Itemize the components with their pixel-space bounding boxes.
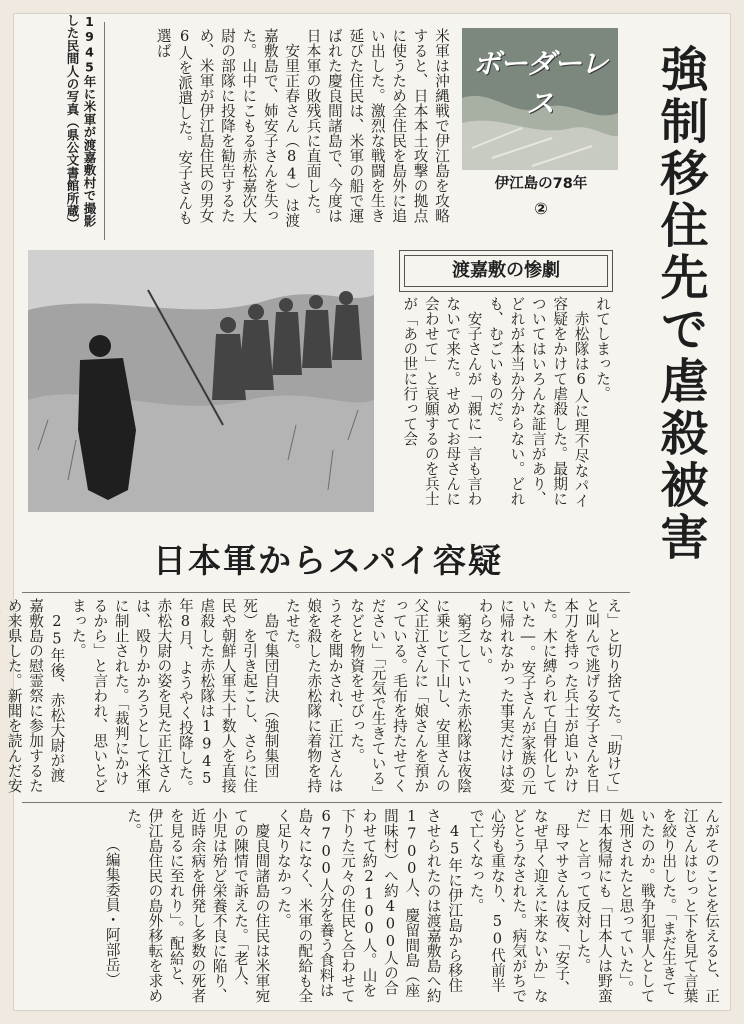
article-body-bottom-upper [5,598,624,796]
article-body-top [114,28,452,236]
paragraph: 安里正春さん（84）は渡嘉敷島で、姉安子さんを失った。山中にこもる赤松嘉次大尉の部隊に投降を勧告するため、米軍が伊江島住民の男女6人を派遣した。安子さんも選ば [154,28,301,228]
divider [22,802,722,803]
paragraph: うそを聞かされ、正江さんは娘を殺した赤松隊に着物を持たせた。 [283,598,344,793]
series-logo [462,28,618,170]
article-body-middle [379,296,613,518]
divider [22,592,630,593]
subhead-box-text: 渡嘉敷の惨劇 [404,255,608,287]
historical-photo [28,250,374,512]
photo-image [28,250,374,512]
series-number: ② [534,199,548,218]
paragraph: 赤松隊は6人に理不尽なパイ容疑をかけて虐殺した。最期についてはいろんな証言があり、どれが本当か分からない。どれも、むごいものだ。 [486,296,590,508]
divider [104,22,105,240]
paragraph: 島で集団自決（強制集団死）を引き起こし、さらに住民や朝鮮人軍夫十数人を直接虐殺した赤松隊は1945年8月、ようやく投降した。赤松大尉の姿を見た正江さんは、殴りかかろうとして米軍に制止された。「裁判にかけるから」と言われ、思いとどまった。 [69,598,280,796]
paragraph: 25年後、赤松大尉が渡嘉敷島の慰霊祭に参加するため来県した。新聞を読んだ安 [5,598,66,793]
subhead-box [399,250,613,292]
paragraph: 米軍は沖縄戦で伊江島を攻略すると、日本本土攻撃の拠点に使うため全住民を島外に追い出した。激烈な戦闘を生き延びた住民は、米軍の船で運ばれた慶良間諸島で、今度は日本軍の敗残兵に直面した。 [304,28,450,223]
photo-caption-block [28,14,104,244]
paragraph: 窮乏していた赤松隊は夜陰に乗じて下山し、安里さんの父正江さんに「娘さんを預かっている。毛布を持たせてください」「元気で生きている」などと物資をせびった。 [348,598,473,794]
paragraph: え」と切り捨てた。「助けて」と叫んで逃げる安子さんを日本刀を持った兵士が追いかけた。木に縛られて白骨化していた―。安子さんが家族の元に帰れなかった事実だけは変わらない。 [476,598,622,796]
newspaper-clipping [5,14,730,1010]
paragraph: れてしまった。 [594,296,611,401]
paragraph: 慶良間諸島の住民は米軍宛ての陳情で訴えた。「老人、小児は殆ど栄養不良に陥り、近時余病を併発し多数の死者を見るに至れり」。配給と、伊江島住民の島外移転を求めた。 [125,808,271,1003]
series-title: 伊江島の78年 [494,176,588,192]
series-logo-text: ボーダーレス [472,47,608,120]
photo-caption: 1945年に米軍が渡嘉敷村で撮影した民間人の写真（県公文書館所蔵） [65,14,97,230]
paragraph: 安子さんが「親に一言も言わないで来た。せめてお母さんに会わせて」と哀願するのを兵士が「あの世に行って会 [401,296,483,506]
subhead-main: 日本軍からスパイ容疑 [153,541,503,580]
paragraph: 45年に伊江島から移住させられたのは渡嘉敷島へ約1700人、慶留間島（座間味村）へ約400人の合わせて約2100人。山を下りた元々の住民と合わせて6700人分を養う食料は島々になく、米軍の配給も全く足りなかった。 [274,808,464,1003]
byline: （編集委員・阿部岳） [103,837,121,988]
headline: 強制移住先で虐殺被害 [652,44,708,564]
paragraph: 母マサさんは夜、「安子、なぜ早く迎えに来ないか」などとうなされた。病気がちで心労も重なり、50代前半で亡くなった。 [467,808,571,1003]
paragraph: んがそのことを伝えると、正江さんはじっと下を見て言葉を絞り出した。「まだ生きていたのか。戦争犯罪人として処刑されたと思っていた」。日本復帰にも「日本人は野蛮だ」と言って反対した。 [574,808,720,1003]
article-body-bottom-lower [28,808,722,1004]
